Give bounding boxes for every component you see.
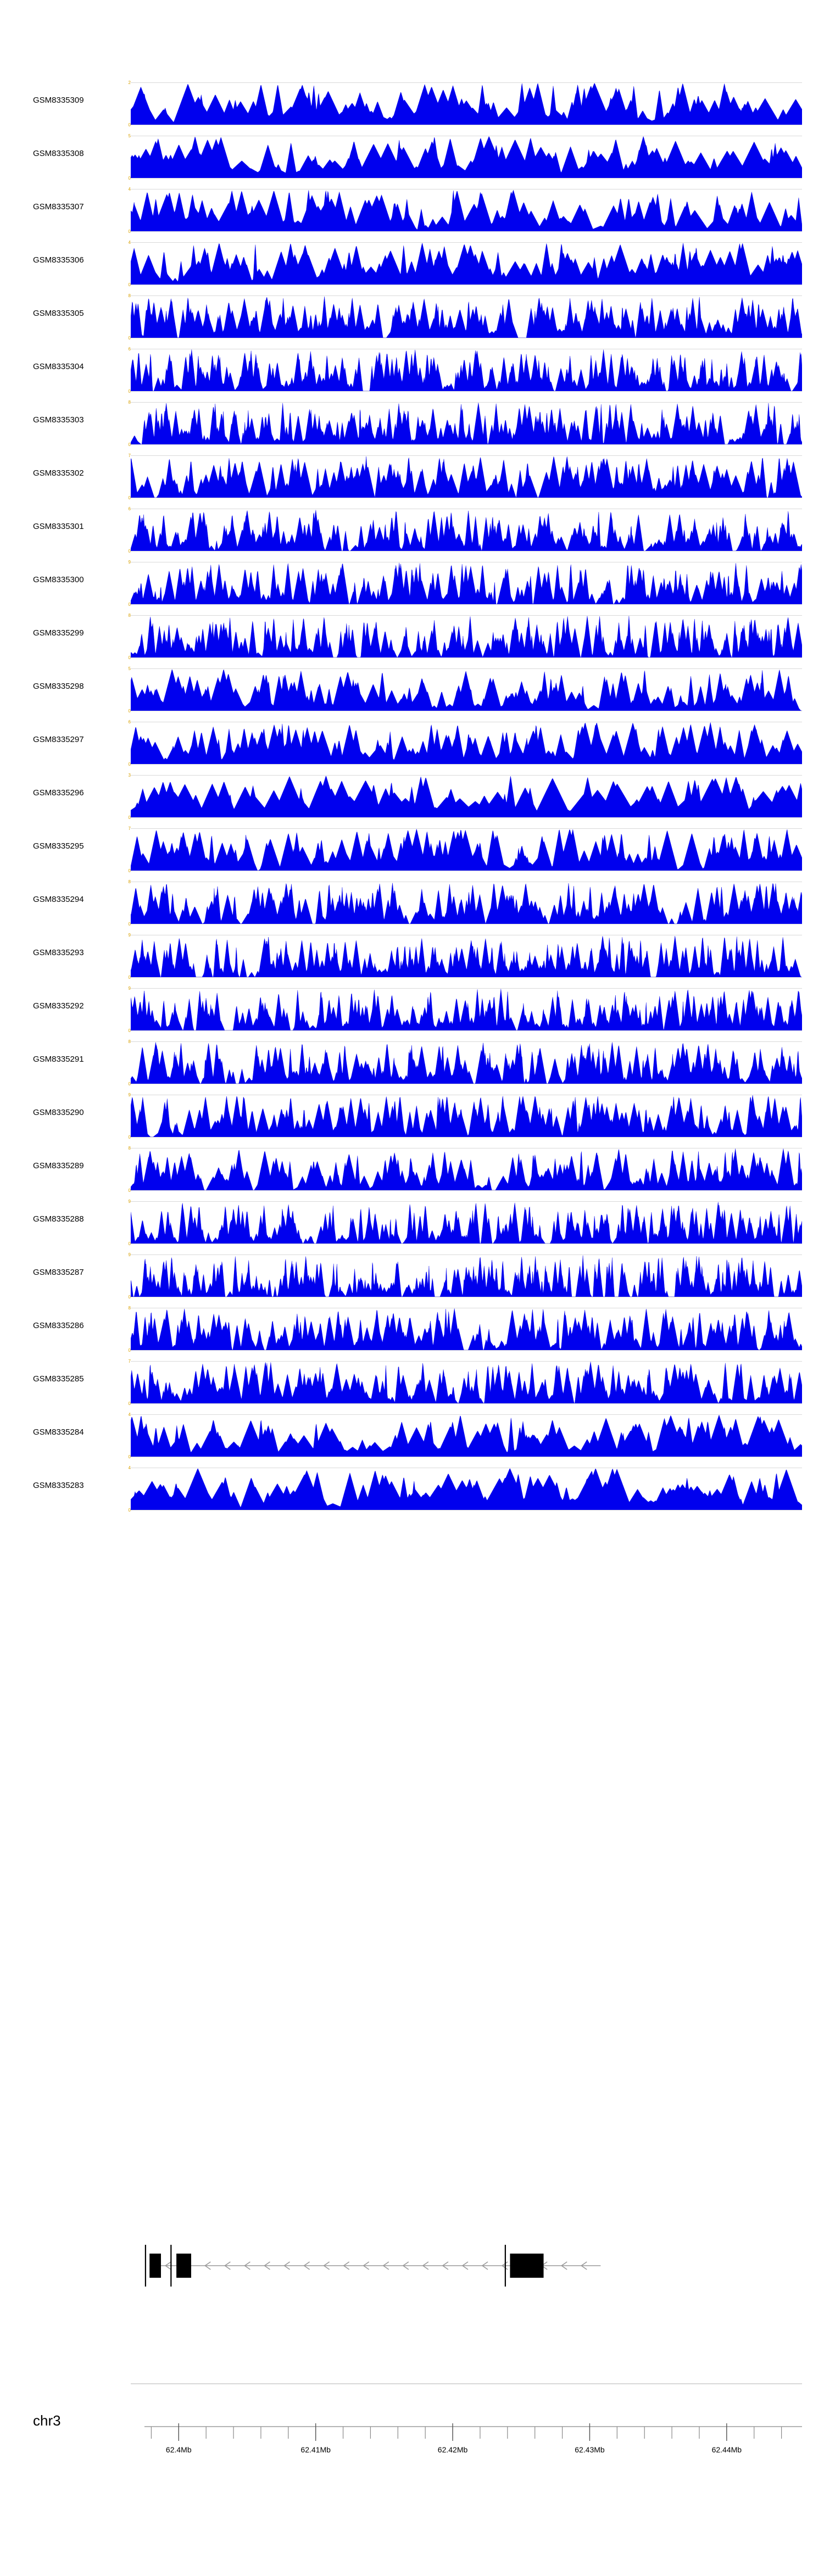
track-sample-label: GSM8335301	[33, 522, 84, 531]
y-axis-min-label: 0	[128, 709, 131, 713]
track-coverage-plot[interactable]	[128, 80, 802, 127]
track-sample-label: GSM8335290	[33, 1108, 84, 1117]
y-axis-max-label: 8	[128, 1306, 131, 1311]
track-coverage-plot[interactable]	[128, 933, 802, 980]
track-y-axis	[122, 1359, 131, 1406]
coverage-track[interactable]	[0, 823, 824, 876]
coverage-track[interactable]	[0, 610, 824, 663]
track-y-axis	[122, 933, 131, 980]
coverage-track[interactable]	[0, 503, 824, 556]
coverage-track[interactable]	[0, 183, 824, 237]
y-axis-max-label: 6	[128, 720, 131, 724]
track-sample-label: GSM8335307	[33, 202, 84, 211]
y-axis-max-label: 7	[128, 453, 131, 458]
track-sample-label: GSM8335293	[33, 948, 84, 957]
coverage-track[interactable]	[0, 770, 824, 823]
coverage-track[interactable]	[0, 77, 824, 130]
y-axis-max-label: 3	[128, 773, 131, 778]
track-y-axis	[122, 1092, 131, 1140]
track-y-axis	[122, 826, 131, 873]
track-coverage-plot[interactable]	[131, 509, 802, 551]
track-sample-label: GSM8335288	[33, 1214, 84, 1224]
chromosome-label: chr3	[33, 2412, 61, 2429]
coverage-track[interactable]	[0, 237, 824, 290]
y-axis-max-label: 6	[128, 347, 131, 352]
track-sample-label: GSM8335285	[33, 1374, 84, 1384]
track-coverage-plot[interactable]	[131, 1468, 802, 1510]
y-axis-min-label: 0	[128, 229, 131, 234]
track-y-axis	[122, 613, 131, 660]
y-axis-min-label: 0	[128, 1081, 131, 1086]
track-y-axis	[122, 293, 131, 341]
y-axis-max-label: 9	[128, 1092, 131, 1097]
axis-tick-label: 62.42Mb	[437, 2445, 468, 2454]
y-axis-min-label: 0	[128, 1135, 131, 1140]
coverage-track[interactable]	[0, 663, 824, 716]
y-axis-max-label: 9	[128, 1199, 131, 1204]
y-axis-max-label: 9	[128, 986, 131, 991]
track-coverage-plot[interactable]	[128, 187, 802, 234]
track-y-axis	[122, 773, 131, 820]
y-axis-max-label: 9	[128, 560, 131, 565]
track-coverage-plot[interactable]	[128, 1306, 802, 1353]
track-sample-label: GSM8335297	[33, 735, 84, 744]
track-coverage-plot[interactable]	[128, 400, 802, 447]
track-sample-label: GSM8335309	[33, 96, 84, 105]
track-sample-label: GSM8335306	[33, 255, 84, 265]
y-axis-max-label: 8	[128, 293, 131, 298]
track-sample-label: GSM8335302	[33, 469, 84, 478]
gene-exon-box	[176, 2254, 191, 2278]
track-coverage-plot[interactable]	[128, 347, 802, 394]
track-coverage-plot[interactable]	[128, 1039, 802, 1086]
track-y-axis	[122, 347, 131, 394]
coverage-track[interactable]	[0, 290, 824, 343]
track-sample-label: GSM8335300	[33, 575, 84, 584]
y-axis-min-label: 0	[128, 1295, 131, 1300]
y-axis-max-label: 4	[128, 1465, 131, 1470]
y-axis-min-label: 0	[128, 1188, 131, 1193]
y-axis-min-label: 0	[128, 1454, 131, 1459]
y-axis-min-label: 0	[128, 549, 131, 554]
y-axis-min-label: 0	[128, 495, 131, 500]
track-y-axis	[122, 720, 131, 767]
track-y-axis	[122, 80, 131, 127]
coverage-track-list	[0, 77, 824, 1515]
axis-tick-label: 62.43Mb	[575, 2445, 605, 2454]
track-sample-label: GSM8335292	[33, 1001, 84, 1011]
track-y-axis	[122, 1039, 131, 1086]
y-axis-max-label: 8	[128, 400, 131, 405]
track-sample-label: GSM8335305	[33, 309, 84, 318]
y-axis-max-label: 8	[128, 1039, 131, 1044]
y-axis-min-label: 0	[128, 868, 131, 873]
coverage-track[interactable]	[0, 1249, 824, 1302]
track-sample-label: GSM8335308	[33, 149, 84, 158]
track-sample-label: GSM8335295	[33, 841, 84, 851]
coverage-track[interactable]	[0, 1462, 824, 1515]
track-y-axis	[122, 1465, 131, 1513]
track-y-axis	[122, 986, 131, 1033]
y-axis-max-label: 2	[128, 80, 131, 85]
y-axis-min-label: 0	[128, 655, 131, 660]
coverage-track[interactable]	[0, 397, 824, 450]
y-axis-min-label: 0	[128, 389, 131, 394]
track-sample-label: GSM8335304	[33, 362, 84, 371]
track-y-axis	[122, 187, 131, 234]
track-coverage-plot[interactable]	[128, 240, 802, 287]
y-axis-min-label: 0	[128, 122, 131, 127]
track-coverage-plot[interactable]	[128, 1095, 802, 1140]
coverage-track[interactable]	[0, 1409, 824, 1462]
track-coverage-plot[interactable]	[128, 1359, 802, 1406]
y-axis-min-label: 0	[128, 1348, 131, 1353]
y-axis-max-label: 7	[128, 826, 131, 831]
track-coverage-plot[interactable]	[131, 882, 802, 924]
axis-tick-label: 62.4Mb	[165, 2445, 192, 2454]
y-axis-min-label: 0	[128, 602, 131, 607]
y-axis-min-label: 0	[128, 336, 131, 341]
track-y-axis	[122, 133, 131, 181]
track-sample-label: GSM8335299	[33, 628, 84, 638]
coverage-track[interactable]	[0, 716, 824, 770]
y-axis-min-label: 0	[128, 975, 131, 980]
y-axis-min-label: 0	[128, 1241, 131, 1246]
track-y-axis	[122, 879, 131, 927]
coverage-track[interactable]	[0, 556, 824, 610]
gene-model-svg	[131, 2235, 802, 2296]
gene-model-track	[131, 2235, 802, 2296]
y-axis-min-label: 0	[128, 815, 131, 820]
coverage-track[interactable]	[0, 1302, 824, 1356]
coverage-track[interactable]	[0, 450, 824, 503]
axis-tick-label: 62.41Mb	[300, 2445, 331, 2454]
y-axis-max-label: 4	[128, 187, 131, 192]
y-axis-min-label: 0	[128, 762, 131, 767]
y-axis-max-label: 5	[128, 133, 131, 138]
track-coverage-plot[interactable]	[128, 773, 802, 820]
track-coverage-plot[interactable]	[128, 1146, 802, 1193]
y-axis-max-label: 7	[128, 1359, 131, 1364]
y-axis-max-label: 5	[128, 666, 131, 671]
track-y-axis	[122, 1412, 131, 1459]
track-sample-label: GSM8335303	[33, 415, 84, 425]
track-sample-label: GSM8335287	[33, 1268, 84, 1277]
track-y-axis	[122, 666, 131, 713]
track-sample-label: GSM8335291	[33, 1055, 84, 1064]
track-y-axis	[122, 453, 131, 500]
track-coverage-plot[interactable]	[128, 720, 802, 767]
y-axis-min-label: 0	[128, 1508, 131, 1513]
axis-tick-label-group	[131, 2445, 802, 2462]
coverage-track[interactable]	[0, 983, 824, 1036]
track-coverage-plot[interactable]	[128, 666, 802, 713]
coverage-track[interactable]	[0, 1142, 824, 1196]
y-axis-min-label: 0	[128, 1401, 131, 1406]
track-sample-label: GSM8335294	[33, 895, 84, 904]
axis-area	[131, 2378, 802, 2499]
track-y-axis	[122, 1146, 131, 1193]
track-coverage-plot[interactable]	[128, 826, 802, 873]
track-y-axis	[122, 400, 131, 447]
y-axis-max-label: 8	[128, 1146, 131, 1151]
y-axis-max-label: 4	[128, 1412, 131, 1417]
y-axis-min-label: 0	[128, 442, 131, 447]
chromosome-axis	[0, 2378, 824, 2499]
track-sample-label: GSM8335284	[33, 1428, 84, 1437]
gene-exon-box	[510, 2254, 543, 2278]
track-sample-label: GSM8335298	[33, 682, 84, 691]
y-axis-max-label: 4	[128, 240, 131, 245]
coverage-track[interactable]	[0, 130, 824, 183]
track-sample-label: GSM8335286	[33, 1321, 84, 1330]
y-axis-max-label: 8	[128, 879, 131, 884]
axis-tick-label: 62.44Mb	[711, 2445, 742, 2454]
y-axis-min-label: 0	[128, 1028, 131, 1033]
coverage-track[interactable]	[0, 1089, 824, 1142]
track-coverage-plot[interactable]	[128, 1199, 802, 1246]
track-coverage-plot[interactable]	[128, 986, 802, 1033]
track-coverage-plot[interactable]	[128, 1412, 802, 1459]
track-y-axis	[122, 1306, 131, 1353]
coverage-track[interactable]	[0, 1036, 824, 1089]
track-coverage-plot[interactable]	[128, 136, 802, 181]
coverage-track[interactable]	[0, 343, 824, 397]
track-y-axis	[122, 1199, 131, 1246]
coverage-track[interactable]	[0, 876, 824, 929]
track-sample-label: GSM8335289	[33, 1161, 84, 1170]
track-y-axis	[122, 1252, 131, 1300]
y-axis-min-label: 0	[128, 282, 131, 287]
track-coverage-plot[interactable]	[128, 293, 802, 338]
track-coverage-plot[interactable]	[128, 560, 802, 607]
coverage-track[interactable]	[0, 1356, 824, 1409]
gene-exon-box	[149, 2254, 161, 2278]
track-y-axis	[122, 560, 131, 607]
coverage-track[interactable]	[0, 929, 824, 983]
y-axis-max-label: 9	[128, 1252, 131, 1257]
track-coverage-plot[interactable]	[128, 453, 802, 500]
track-y-axis	[122, 506, 131, 554]
y-axis-max-label: 8	[128, 613, 131, 618]
coverage-track[interactable]	[0, 1196, 824, 1249]
track-coverage-plot[interactable]	[128, 1252, 802, 1297]
y-axis-max-label: 9	[128, 933, 131, 938]
y-axis-min-label: 0	[128, 176, 131, 181]
track-coverage-plot[interactable]	[128, 613, 802, 660]
track-sample-label: GSM8335296	[33, 788, 84, 798]
track-sample-label: GSM8335283	[33, 1481, 84, 1490]
y-axis-max-label: 6	[128, 506, 131, 511]
track-y-axis	[122, 240, 131, 287]
y-axis-min-label: 0	[128, 922, 131, 927]
